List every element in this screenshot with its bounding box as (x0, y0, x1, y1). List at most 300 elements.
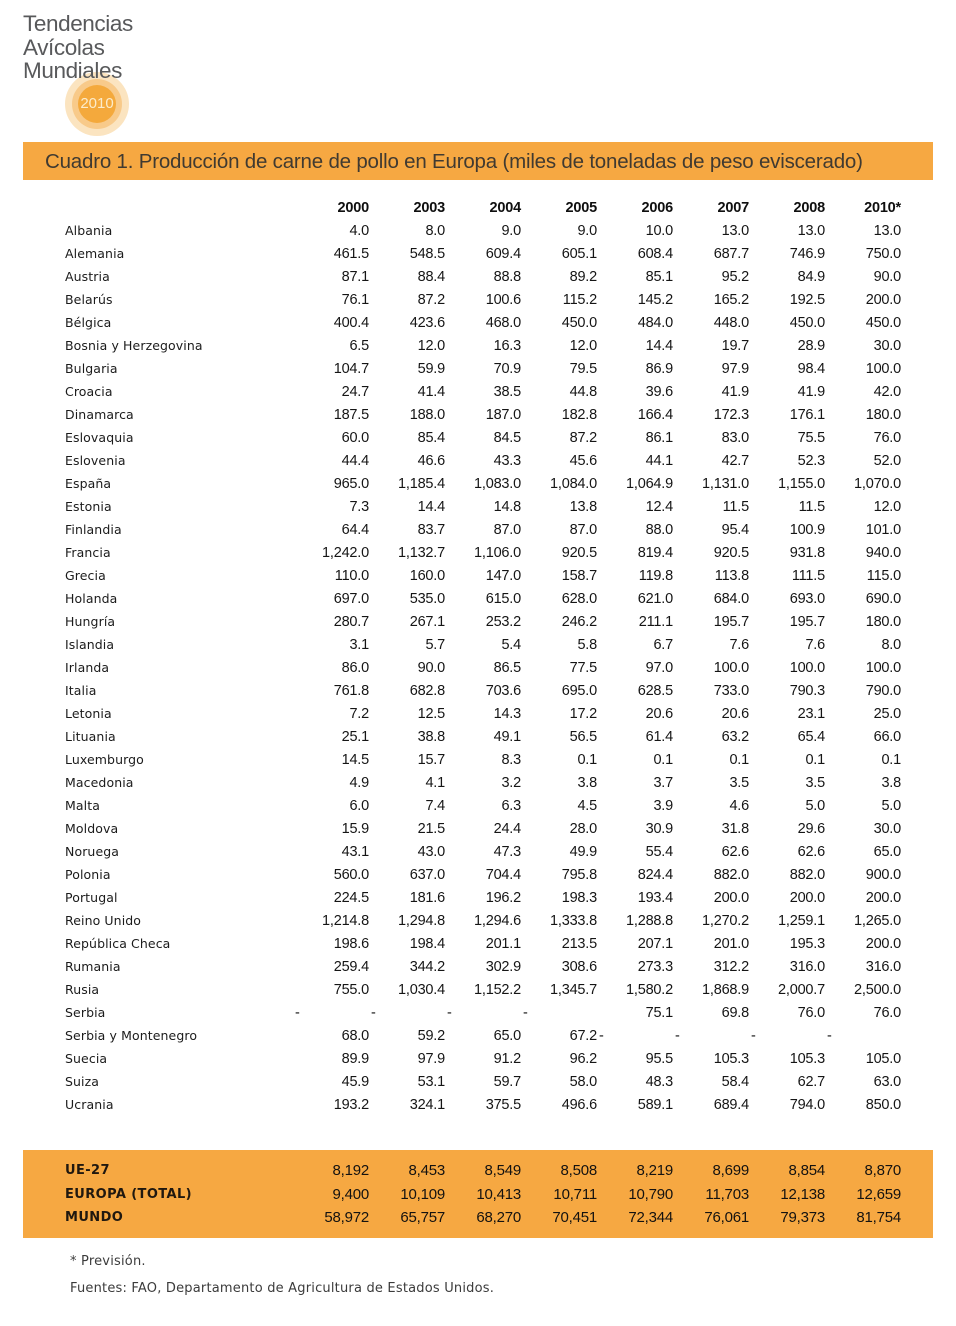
value-cell: 850.0 (865, 1096, 901, 1113)
value-cell: 10.0 (645, 222, 673, 239)
value-cell: 25.1 (341, 728, 369, 745)
value-cell: 48.3 (645, 1073, 673, 1090)
table-row (65, 587, 901, 610)
value-cell: 12.5 (417, 705, 445, 722)
table-row (65, 771, 901, 794)
table-row (65, 311, 901, 334)
totals-label: MUNDO (65, 1210, 124, 1226)
value-cell: 45.6 (569, 452, 597, 469)
value-cell: 147.0 (485, 567, 521, 584)
value-cell: 3.5 (729, 774, 749, 791)
value-cell: 90.0 (417, 659, 445, 676)
value-cell: 64.4 (341, 521, 369, 538)
country-label: Reino Unido (65, 913, 142, 928)
value-cell: 4.1 (425, 774, 445, 791)
value-cell: 1,868.9 (702, 981, 749, 998)
country-label: Letonia (65, 706, 112, 721)
value-cell: 689.4 (713, 1096, 749, 1113)
value-cell: 110.0 (334, 567, 369, 584)
value-cell: 30.0 (873, 337, 901, 354)
value-cell: - (599, 1027, 604, 1044)
table-row (65, 886, 901, 909)
value-cell: 1,294.6 (474, 912, 521, 929)
value-cell: 115.0 (866, 567, 901, 584)
value-cell: 201.1 (485, 935, 521, 952)
value-cell: 28.9 (797, 337, 825, 354)
totals-table (65, 1159, 901, 1230)
value-cell: 166.4 (637, 406, 673, 423)
value-cell: 96.2 (569, 1050, 597, 1067)
country-label: Albania (65, 223, 113, 238)
table-row (65, 518, 901, 541)
value-cell: 100.0 (865, 659, 901, 676)
value-cell: 200.0 (865, 935, 901, 952)
value-cell: 15.9 (341, 820, 369, 837)
value-cell: 41.9 (797, 383, 825, 400)
value-cell: 11.5 (798, 498, 825, 515)
value-cell: 165.2 (713, 291, 749, 308)
value-cell: 824.4 (637, 866, 673, 883)
value-cell: 59.2 (417, 1027, 445, 1044)
value-cell: 13.8 (569, 498, 597, 515)
value-cell: 1,294.8 (398, 912, 445, 929)
value-cell: 1,106.0 (474, 544, 521, 561)
value-cell: 746.9 (789, 245, 825, 262)
value-cell: 637.0 (409, 866, 445, 883)
value-cell: 65.4 (797, 728, 825, 745)
value-cell: 2,500.0 (854, 981, 901, 998)
value-cell: 44.4 (341, 452, 369, 469)
year-column-header: 2008 (793, 199, 825, 216)
value-cell: 8.3 (501, 751, 521, 768)
value-cell: 19.7 (721, 337, 749, 354)
value-cell: 43.3 (493, 452, 521, 469)
table-row (65, 564, 901, 587)
value-cell: 105.0 (865, 1050, 901, 1067)
value-cell: 684.0 (713, 590, 749, 607)
value-cell: 66.0 (873, 728, 901, 745)
value-cell: 111.5 (791, 567, 825, 584)
value-cell: 1,288.8 (626, 912, 673, 929)
value-cell: 91.2 (493, 1050, 521, 1067)
value-cell: 733.0 (713, 682, 749, 699)
value-cell: 1,064.9 (626, 475, 673, 492)
value-cell: 180.0 (865, 613, 901, 630)
value-cell: 87.2 (417, 291, 445, 308)
value-cell: 5.4 (501, 636, 521, 653)
value-cell: 97.9 (417, 1050, 445, 1067)
totals-value-cell: 8,508 (560, 1162, 597, 1180)
table-row (65, 794, 901, 817)
value-cell: 9.0 (501, 222, 521, 239)
country-label: Serbia (65, 1005, 106, 1020)
value-cell: 87.0 (493, 521, 521, 538)
value-cell: 95.4 (721, 521, 749, 538)
value-cell: 45.9 (341, 1073, 369, 1090)
value-cell: 1,214.8 (322, 912, 369, 929)
value-cell: 882.0 (789, 866, 825, 883)
year-column-header: 2003 (413, 199, 445, 216)
value-cell: 79.5 (569, 360, 597, 377)
value-cell: 65.0 (873, 843, 901, 860)
value-cell: 100.0 (713, 659, 749, 676)
value-cell: 7.2 (349, 705, 369, 722)
value-cell: 609.4 (485, 245, 521, 262)
value-cell: 605.1 (561, 245, 597, 262)
value-cell: 100.9 (789, 521, 825, 538)
value-cell: 2,000.7 (778, 981, 825, 998)
value-cell: 115.2 (562, 291, 597, 308)
value-cell: 4.9 (349, 774, 369, 791)
value-cell: 450.0 (865, 314, 901, 331)
value-cell: 87.1 (341, 268, 369, 285)
totals-value-cell: 10,790 (628, 1185, 673, 1203)
year-column-header: 2007 (717, 199, 749, 216)
value-cell: 88.4 (417, 268, 445, 285)
table-row (65, 334, 901, 357)
value-cell: 95.5 (645, 1050, 673, 1067)
logo-line-1: Tendencias (23, 11, 133, 36)
value-cell: 14.8 (493, 498, 521, 515)
value-cell: 14.3 (493, 705, 521, 722)
production-table (65, 196, 901, 1116)
value-cell: 53.1 (417, 1073, 445, 1090)
value-cell: 20.6 (721, 705, 749, 722)
footnotes (70, 1254, 494, 1308)
value-cell: 448.0 (713, 314, 749, 331)
value-cell: 12.0 (569, 337, 597, 354)
table-row (65, 1047, 901, 1070)
value-cell: 1,152.2 (474, 981, 521, 998)
value-cell: 246.2 (561, 613, 597, 630)
table-row (65, 541, 901, 564)
value-cell: - (295, 1004, 300, 1021)
totals-value-cell: 79,373 (780, 1209, 825, 1227)
value-cell: 200.0 (713, 889, 749, 906)
country-label: Rusia (65, 982, 100, 997)
table-row (65, 817, 901, 840)
value-cell: 59.9 (417, 360, 445, 377)
value-cell: 213.5 (561, 935, 597, 952)
year-column-header: 2006 (641, 199, 673, 216)
value-cell: 62.7 (797, 1073, 825, 1090)
country-label: Portugal (65, 890, 118, 905)
value-cell: 1,132.7 (398, 544, 445, 561)
table-row (65, 978, 901, 1001)
totals-value-cell: 81,754 (856, 1209, 901, 1227)
value-cell: 38.8 (417, 728, 445, 745)
value-cell: 14.4 (645, 337, 673, 354)
totals-value-cell: 10,109 (400, 1185, 445, 1203)
value-cell: 615.0 (485, 590, 521, 607)
country-label: Serbia y Montenegro (65, 1028, 198, 1043)
table-row (65, 426, 901, 449)
value-cell: 76.1 (341, 291, 369, 308)
value-cell: 423.6 (409, 314, 445, 331)
table-row (65, 380, 901, 403)
value-cell: 198.4 (409, 935, 445, 952)
value-cell: 9.0 (577, 222, 597, 239)
table-row (65, 909, 901, 932)
totals-value-cell: 8,699 (712, 1162, 749, 1180)
value-cell: 52.3 (797, 452, 825, 469)
value-cell: 76.0 (873, 429, 901, 446)
value-cell: 88.8 (493, 268, 521, 285)
value-cell: 375.5 (485, 1096, 521, 1113)
value-cell: 750.0 (865, 245, 901, 262)
year-column-header: 2010* (864, 199, 901, 216)
value-cell: 193.2 (333, 1096, 369, 1113)
country-label: Belarús (65, 292, 113, 307)
value-cell: 496.6 (561, 1096, 597, 1113)
value-cell: 7.4 (425, 797, 445, 814)
value-cell: 535.0 (409, 590, 445, 607)
value-cell: 196.2 (485, 889, 521, 906)
value-cell: 63.2 (721, 728, 749, 745)
value-cell: 198.3 (561, 889, 597, 906)
totals-value-cell: 8,854 (788, 1162, 825, 1180)
value-cell: 200.0 (789, 889, 825, 906)
value-cell: 41.9 (721, 383, 749, 400)
value-cell: 695.0 (561, 682, 597, 699)
value-cell: 188.0 (409, 406, 445, 423)
table-row (65, 863, 901, 886)
value-cell: 44.1 (645, 452, 673, 469)
value-cell: 3.8 (577, 774, 597, 791)
country-label: Croacia (65, 384, 113, 399)
value-cell: 7.3 (349, 498, 369, 515)
totals-value-cell: 8,870 (864, 1162, 901, 1180)
value-cell: 201.0 (713, 935, 749, 952)
value-cell: 484.0 (637, 314, 673, 331)
value-cell: 1,131.0 (702, 475, 749, 492)
country-label: España (65, 476, 112, 491)
totals-value-cell: 68,270 (476, 1209, 521, 1227)
value-cell: 1,333.8 (550, 912, 597, 929)
value-cell: 85.4 (417, 429, 445, 446)
value-cell: 43.0 (417, 843, 445, 860)
value-cell: 468.0 (485, 314, 521, 331)
value-cell: 4.0 (349, 222, 369, 239)
value-cell: 8.0 (881, 636, 901, 653)
value-cell: 819.4 (637, 544, 673, 561)
value-cell: 160.0 (409, 567, 445, 584)
value-cell: - (675, 1027, 680, 1044)
country-label: Holanda (65, 591, 118, 606)
country-label: Bulgaria (65, 361, 118, 376)
country-label: Finlandia (65, 522, 122, 537)
totals-label: UE-27 (65, 1163, 110, 1179)
value-cell: 259.4 (333, 958, 369, 975)
value-cell: 1,155.0 (778, 475, 825, 492)
value-cell: 589.1 (637, 1096, 673, 1113)
value-cell: 1,083.0 (474, 475, 521, 492)
value-cell: 324.1 (409, 1096, 445, 1113)
totals-value-cell: 8,549 (484, 1162, 521, 1180)
value-cell: 28.0 (569, 820, 597, 837)
value-cell: - (447, 1004, 452, 1021)
value-cell: 628.5 (637, 682, 673, 699)
year-column-header: 2004 (489, 199, 521, 216)
value-cell: 761.8 (333, 682, 369, 699)
value-cell: 1,270.2 (702, 912, 749, 929)
country-label: Eslovenia (65, 453, 126, 468)
value-cell: - (371, 1004, 376, 1021)
value-cell: 6.7 (653, 636, 673, 653)
totals-row (65, 1159, 901, 1183)
value-cell: 84.9 (797, 268, 825, 285)
country-label: Francia (65, 545, 111, 560)
value-cell: 1,580.2 (626, 981, 673, 998)
value-cell: 3.2 (501, 774, 521, 791)
value-cell: 628.0 (561, 590, 597, 607)
value-cell: 68.0 (341, 1027, 369, 1044)
table-row (65, 633, 901, 656)
year-column-header: 2000 (337, 199, 369, 216)
value-cell: 100.0 (789, 659, 825, 676)
value-cell: 49.1 (493, 728, 521, 745)
totals-value-cell: 70,451 (552, 1209, 597, 1227)
value-cell: 85.1 (645, 268, 673, 285)
value-cell: 207.1 (637, 935, 673, 952)
value-cell: 98.4 (797, 360, 825, 377)
table-row (65, 840, 901, 863)
table-row (65, 725, 901, 748)
value-cell: 316.0 (789, 958, 825, 975)
value-cell: 29.6 (797, 820, 825, 837)
value-cell: 193.4 (637, 889, 673, 906)
totals-value-cell: 76,061 (704, 1209, 749, 1227)
value-cell: 13.0 (873, 222, 901, 239)
table-row (65, 288, 901, 311)
value-cell: 86.1 (645, 429, 673, 446)
value-cell: 755.0 (333, 981, 369, 998)
value-cell: 25.0 (873, 705, 901, 722)
value-cell: 83.7 (417, 521, 445, 538)
country-label: Austria (65, 269, 110, 284)
country-label: Irlanda (65, 660, 110, 675)
value-cell: 13.0 (797, 222, 825, 239)
totals-label: EUROPA (TOTAL) (65, 1186, 193, 1202)
country-label: Suiza (65, 1074, 100, 1089)
value-cell: 158.7 (561, 567, 597, 584)
value-cell: 900.0 (865, 866, 901, 883)
totals-value-cell: 12,659 (856, 1185, 901, 1203)
value-cell: 181.6 (409, 889, 445, 906)
totals-rows (65, 1159, 901, 1230)
value-cell: - (523, 1004, 528, 1021)
value-cell: 16.3 (493, 337, 521, 354)
value-cell: 704.4 (485, 866, 521, 883)
value-cell: 920.5 (561, 544, 597, 561)
value-cell: 67.2 (569, 1027, 597, 1044)
value-cell: 253.2 (485, 613, 521, 630)
value-cell: 61.4 (645, 728, 673, 745)
value-cell: 312.2 (713, 958, 749, 975)
value-cell: 31.8 (721, 820, 749, 837)
value-cell: 316.0 (865, 958, 901, 975)
logo-line-3: Mundiales (23, 58, 122, 83)
country-column-spacer (65, 196, 293, 219)
totals-value-cell: 12,138 (780, 1185, 825, 1203)
totals-value-cell: 8,453 (408, 1162, 445, 1180)
value-cell: 931.8 (789, 544, 825, 561)
country-label: Lituania (65, 729, 116, 744)
country-label: Dinamarca (65, 407, 134, 422)
value-cell: 55.4 (645, 843, 673, 860)
value-cell: 8.0 (425, 222, 445, 239)
value-cell: 30.9 (645, 820, 673, 837)
value-cell: - (751, 1027, 756, 1044)
value-cell: 52.0 (873, 452, 901, 469)
value-cell: 84.5 (493, 429, 521, 446)
country-label: Eslovaquia (65, 430, 134, 445)
table-row (65, 1070, 901, 1093)
value-cell: 14.5 (341, 751, 369, 768)
value-cell: 6.3 (501, 797, 521, 814)
value-cell: 621.0 (637, 590, 673, 607)
totals-value-cell: 10,711 (553, 1185, 597, 1203)
value-cell: 687.7 (713, 245, 749, 262)
country-label: Alemania (65, 246, 125, 261)
table-row (65, 403, 901, 426)
table-row (65, 1093, 901, 1116)
year-column-header: 2005 (565, 199, 597, 216)
table-row (65, 495, 901, 518)
value-cell: 46.6 (417, 452, 445, 469)
value-cell: 12.0 (873, 498, 901, 515)
value-cell: 198.6 (333, 935, 369, 952)
value-cell: 24.4 (493, 820, 521, 837)
table-row (65, 265, 901, 288)
value-cell: 1,259.1 (778, 912, 825, 929)
value-cell: 101.0 (865, 521, 901, 538)
value-cell: 104.7 (333, 360, 369, 377)
value-cell: 113.8 (714, 567, 749, 584)
value-cell: 89.2 (569, 268, 597, 285)
table-row (65, 472, 901, 495)
country-label: Italia (65, 683, 97, 698)
table-title-band (23, 142, 933, 180)
table-row (65, 748, 901, 771)
table-row (65, 932, 901, 955)
value-cell: 182.8 (561, 406, 597, 423)
value-cell: 41.4 (417, 383, 445, 400)
value-cell: 87.2 (569, 429, 597, 446)
totals-value-cell: 8,219 (636, 1162, 673, 1180)
value-cell: 58.4 (721, 1073, 749, 1090)
country-label: Estonia (65, 499, 112, 514)
value-cell: 0.1 (653, 751, 673, 768)
value-cell: 450.0 (789, 314, 825, 331)
value-cell: 3.5 (805, 774, 825, 791)
value-cell: 42.0 (873, 383, 901, 400)
value-cell: 273.3 (637, 958, 673, 975)
forecast-note: * Previsión. (70, 1254, 146, 1269)
value-cell: 76.0 (797, 1004, 825, 1021)
value-cell: 211.1 (638, 613, 673, 630)
value-cell: 682.8 (409, 682, 445, 699)
value-cell: 693.0 (789, 590, 825, 607)
value-cell: 6.0 (349, 797, 369, 814)
value-cell: 195.7 (713, 613, 749, 630)
value-cell: 200.0 (865, 889, 901, 906)
country-label: Macedonia (65, 775, 134, 790)
value-cell: 192.5 (789, 291, 825, 308)
country-label: Hungría (65, 614, 116, 629)
table-title: Cuadro 1. Producción de carne de pollo en Europa (miles de toneladas de peso eviscerado) (45, 150, 863, 173)
value-cell: 172.3 (713, 406, 749, 423)
